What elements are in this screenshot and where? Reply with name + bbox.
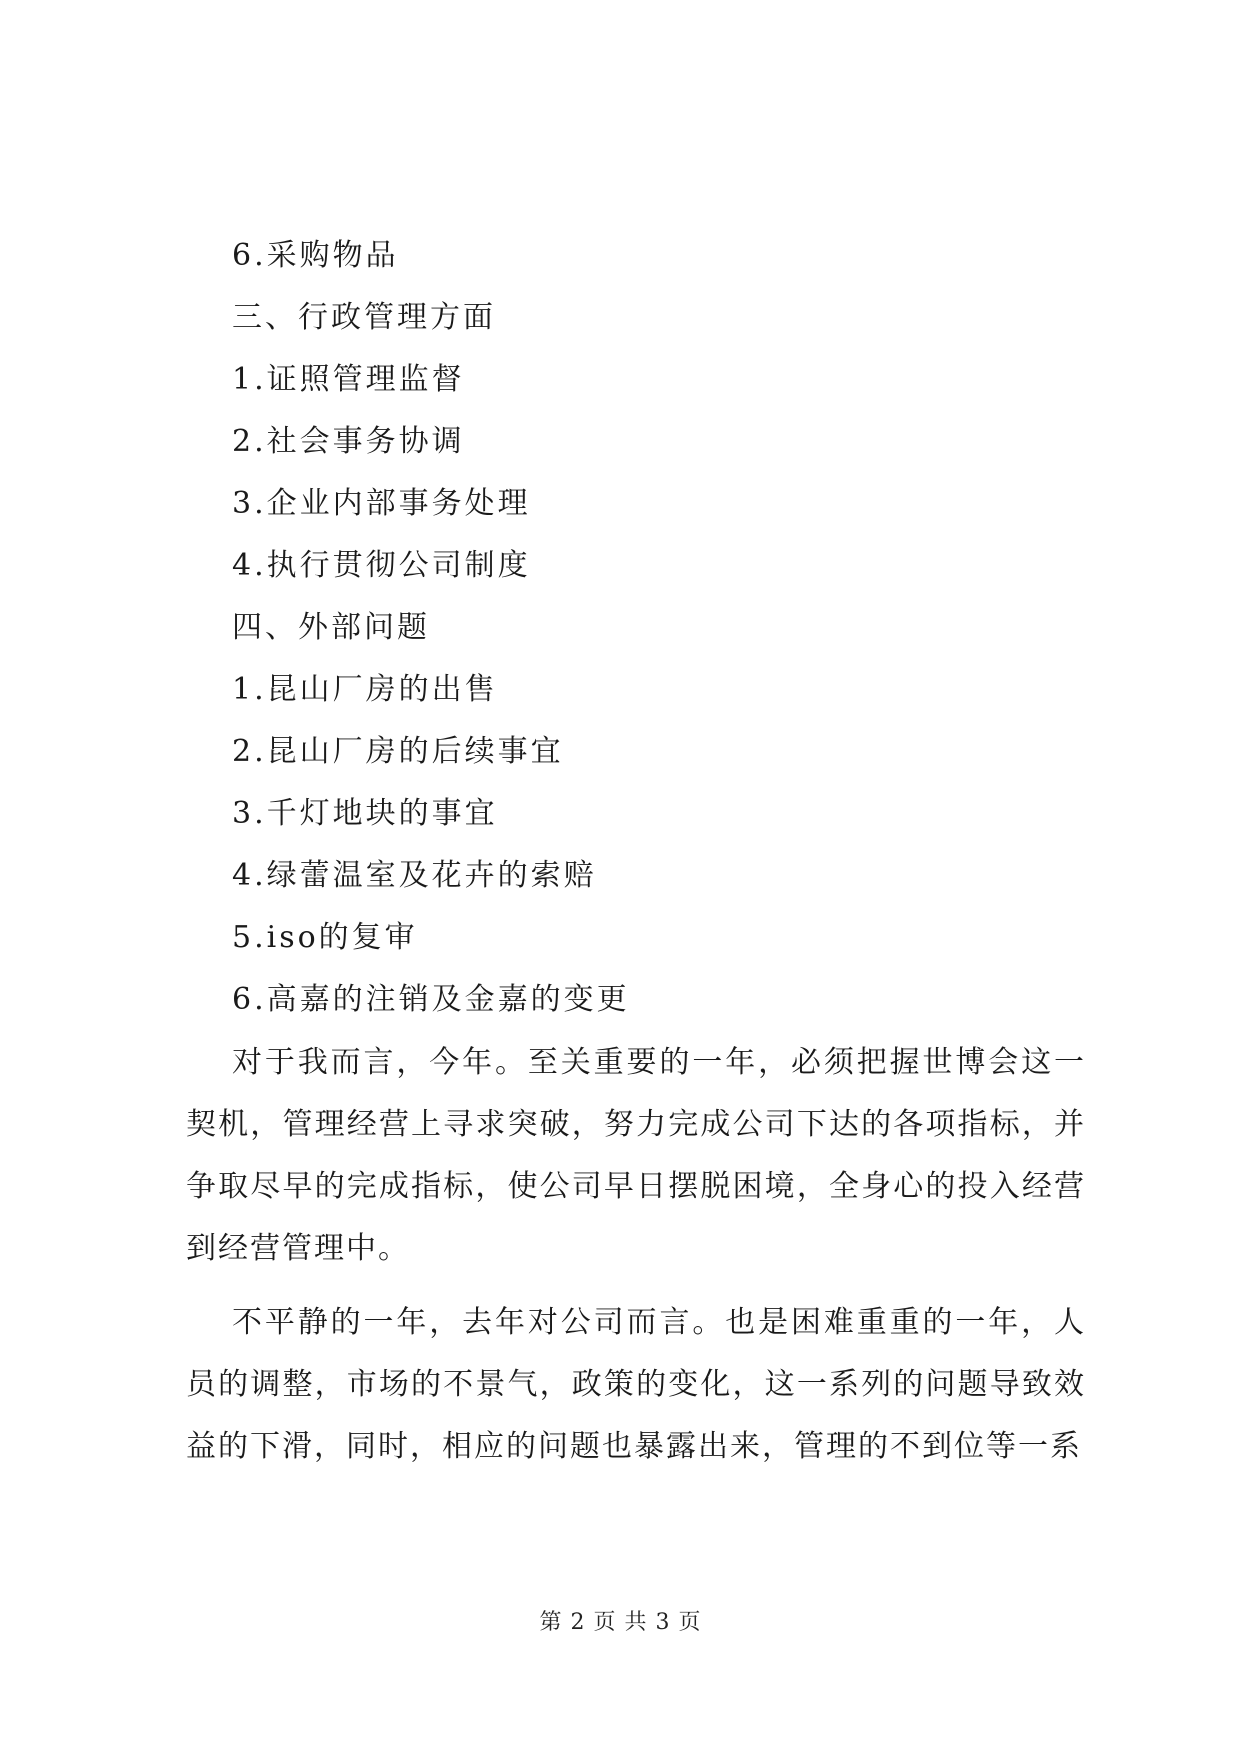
list-line: 1.证照管理监督 <box>232 362 465 397</box>
list-line: 6.高嘉的注销及金嘉的变更 <box>232 982 630 1017</box>
section-heading: 四、外部问题 <box>232 610 430 645</box>
list-line: 5.iso的复审 <box>232 920 418 955</box>
list-line: 2.昆山厂房的后续事宜 <box>232 734 564 769</box>
list-line: 4.执行贯彻公司制度 <box>232 548 531 583</box>
list-line: 6.采购物品 <box>232 238 399 273</box>
list-line: 3.企业内部事务处理 <box>232 486 531 521</box>
body-paragraph: 不平静的一年，去年对公司而言。也是困难重重的一年，人员的调整，市场的不景气，政策的变化，这一系列的问题导致效益的下滑，同时，相应的问题也暴露出来，管理的不到位等一系 <box>186 1305 1086 1464</box>
list-line: 1.昆山厂房的出售 <box>232 672 498 707</box>
section-heading: 三、行政管理方面 <box>232 300 496 335</box>
list-line: 4.绿蕾温室及花卉的索赔 <box>232 858 597 893</box>
list-line: 3.千灯地块的事宜 <box>232 796 498 831</box>
body-paragraph: 对于我而言，今年。至关重要的一年，必须把握世博会这一契机，管理经营上寻求突破，努力完成公司下达的各项指标，并争取尽早的完成指标，使公司早日摆脱困境，全身心的投入经营到经营管理中。 <box>186 1045 1086 1266</box>
list-line: 2.社会事务协调 <box>232 424 465 459</box>
page-number-footer: 第 2 页 共 3 页 <box>539 1610 702 1635</box>
